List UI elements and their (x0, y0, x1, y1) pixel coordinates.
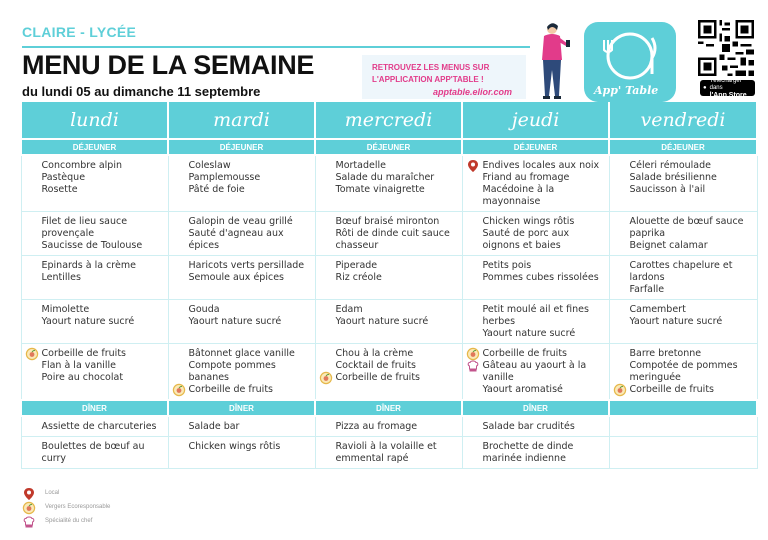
dish (336, 348, 458, 360)
menu-cell (168, 300, 315, 344)
day-header-lundi: lundi (21, 102, 168, 139)
legend-item (22, 490, 59, 496)
dish (483, 421, 605, 433)
menu-cell (315, 256, 462, 300)
dish (189, 360, 311, 384)
dish-name: Pamplemousse (188, 172, 261, 183)
dish-name: Bœuf braisé mironton (335, 216, 440, 227)
day-header-mercredi: mercredi (315, 102, 462, 139)
dish-name: Pâté de foie (188, 184, 245, 195)
dish (630, 284, 753, 296)
dish (336, 360, 458, 372)
dish (189, 384, 311, 396)
dish (630, 260, 753, 284)
dish (189, 441, 311, 453)
menu-cell (168, 256, 315, 300)
dish (630, 316, 753, 328)
dish (189, 421, 311, 433)
dish-name: Chicken wings rôtis (188, 441, 281, 452)
legend-label: Local (45, 490, 60, 496)
dish-name: Coleslaw (188, 160, 231, 171)
dish (630, 360, 753, 384)
dish-name: Chicken wings rôtis (482, 216, 575, 227)
dish (336, 172, 458, 184)
dish (630, 184, 753, 196)
store-badge-big: l'App Store (709, 91, 747, 99)
store-badge-small: Télécharger dans (709, 77, 742, 91)
meal-header-row-diner (21, 400, 757, 416)
menu-cell (315, 437, 462, 469)
dish (483, 160, 605, 172)
dish (42, 272, 164, 284)
menu-cell (21, 155, 168, 212)
dish (336, 272, 458, 284)
legend-item (22, 504, 110, 510)
dish (42, 372, 164, 384)
dish-name: Corbeille de fruits (188, 384, 273, 395)
menu-cell (21, 437, 168, 469)
promo-line-2: L'APPLICATION APP'TABLE ! (372, 75, 484, 84)
chef-icon (22, 515, 36, 529)
diner-course-row (21, 416, 757, 437)
dish-name: Compotée de pommes meringuée (629, 360, 738, 383)
dish (336, 184, 458, 196)
app-promo-banner (362, 55, 526, 99)
dish (336, 372, 458, 384)
dish-name: Endives locales aux noix (482, 160, 600, 171)
dish (630, 304, 753, 316)
dish (336, 216, 458, 228)
dish (336, 160, 458, 172)
dish-name: Yaourt aromatisé (482, 384, 563, 395)
dish-name: Pastèque (41, 172, 86, 183)
dish (42, 160, 164, 172)
legend-item (22, 518, 92, 524)
dish (189, 172, 311, 184)
dejeuner-course-row (21, 155, 757, 212)
school-name: CLAIRE - LYCÉE (22, 24, 137, 40)
menu-cell (315, 300, 462, 344)
day-header-mardi: mardi (168, 102, 315, 139)
dish-name: Petit moulé ail et fines herbes (482, 304, 589, 327)
dish (483, 304, 605, 328)
dish-name: Rosette (41, 184, 78, 195)
vergers-icon (319, 371, 333, 385)
dish-name: Alouette de bœuf sauce paprika (629, 216, 744, 239)
dish-name: Corbeille de fruits (41, 348, 126, 359)
menu-cell (21, 212, 168, 256)
dish (630, 216, 753, 240)
dish (189, 260, 311, 272)
apple-icon: ● (703, 84, 707, 91)
dish-name: Rôti de dinde cuit sauce chasseur (335, 228, 450, 251)
dish-name: Assiette de charcuteries (41, 421, 157, 432)
menu-cell (462, 300, 609, 344)
chef-icon (466, 359, 480, 373)
day-header-vendredi: vendredi (609, 102, 757, 139)
menu-cell (168, 155, 315, 212)
app-name: App' Table (594, 84, 659, 97)
dish-name: Salade bar crudités (482, 421, 575, 432)
dejeuner-course-row (21, 212, 757, 256)
page-title: MENU DE LA SEMAINE (22, 50, 315, 80)
dish-name: Ravioli à la volaille et emmental rapé (335, 441, 437, 464)
dish-name: Yaourt nature sucré (629, 316, 723, 327)
menu-cell (462, 155, 609, 212)
dish-name: Brochette de dinde marinée indienne (482, 441, 574, 464)
dish (483, 260, 605, 272)
dish (483, 272, 605, 284)
menu-cell (462, 344, 609, 401)
menu-cell (462, 416, 609, 437)
dish-name: Barre bretonne (629, 348, 702, 359)
menu-cell (168, 416, 315, 437)
menu-cell (462, 212, 609, 256)
menu-cell (21, 416, 168, 437)
vergers-icon (172, 383, 186, 397)
dish-name: Concombre alpin (41, 160, 122, 171)
dish-name: Yaourt nature sucré (41, 316, 135, 327)
dish-name: Petits pois (482, 260, 532, 271)
dish (42, 240, 164, 252)
dish-name: Galopin de veau grillé (188, 216, 293, 227)
dish (42, 304, 164, 316)
menu-cell (609, 155, 757, 212)
dish-name: Pizza au fromage (335, 421, 418, 432)
dish-name: Salade bar (188, 421, 240, 432)
dish (336, 260, 458, 272)
vergers-icon (22, 501, 36, 515)
dish (42, 184, 164, 196)
legend-label: Spécialité du chef (45, 518, 93, 524)
dish-name: Camembert (629, 304, 686, 315)
dish-name: Corbeille de fruits (629, 384, 714, 395)
diner-label: DÎNER (168, 400, 315, 416)
dish-name: Corbeille de fruits (335, 372, 420, 383)
dish-name: Haricots verts persillade (188, 260, 305, 271)
diner-label: DÎNER (21, 400, 168, 416)
dish (483, 360, 605, 384)
dish (630, 348, 753, 360)
day-header-row (21, 102, 757, 139)
menu-cell (315, 155, 462, 212)
dish (189, 304, 311, 316)
menu-cell (315, 212, 462, 256)
menu-cell (609, 344, 757, 401)
dish (336, 316, 458, 328)
dish-name: Saucisse de Toulouse (41, 240, 143, 251)
dish-name: Compote pommes bananes (188, 360, 276, 383)
dish-name: Salade brésilienne (629, 172, 717, 183)
dejeuner-course-row (21, 300, 757, 344)
dish-name: Corbeille de fruits (482, 348, 567, 359)
menu-cell (609, 437, 757, 469)
vergers-icon (25, 347, 39, 361)
local-icon (22, 487, 36, 501)
menu-cell (21, 256, 168, 300)
dish-name: Gouda (188, 304, 220, 315)
menu-table (20, 102, 758, 469)
dish-name: Poire au chocolat (41, 372, 124, 383)
dejeuner-label: DÉJEUNER (168, 139, 315, 155)
dish (630, 172, 753, 184)
dish-name: Yaourt nature sucré (335, 316, 429, 327)
dejeuner-label: DÉJEUNER (21, 139, 168, 155)
dish-name: Carottes chapelure et lardons (629, 260, 733, 283)
dish-name: Sauté de porc aux oignons et baies (482, 228, 570, 251)
diner-label: DÎNER (315, 400, 462, 416)
dish (189, 184, 311, 196)
dish (189, 160, 311, 172)
dish (42, 421, 164, 433)
dish-name: Salade du maraîcher (335, 172, 435, 183)
dish-name: Friand au fromage (482, 172, 570, 183)
dish (483, 441, 605, 465)
dish-name: Piperade (335, 260, 378, 271)
dish-name: Bâtonnet glace vanille (188, 348, 295, 359)
menu-cell (21, 300, 168, 344)
menu-cell (168, 344, 315, 401)
menu-cell (609, 256, 757, 300)
dish (189, 216, 311, 228)
dish (189, 228, 311, 252)
dish (483, 184, 605, 208)
dejeuner-course-row (21, 344, 757, 401)
dish (189, 316, 311, 328)
dish (483, 348, 605, 360)
dish (42, 172, 164, 184)
menu-cell (462, 256, 609, 300)
dish (483, 328, 605, 340)
dish-name: Yaourt nature sucré (482, 328, 576, 339)
dish-name: Yaourt nature sucré (188, 316, 282, 327)
dish (483, 228, 605, 252)
dejeuner-label: DÉJEUNER (315, 139, 462, 155)
person-with-phone-illustration (530, 20, 580, 102)
dish-name: Beignet calamar (629, 240, 708, 251)
menu-cell (315, 416, 462, 437)
dejeuner-label: DÉJEUNER (609, 139, 757, 155)
dish-name: Gâteau au yaourt à la vanille (482, 360, 587, 383)
dish (630, 160, 753, 172)
dish-name: Mortadelle (335, 160, 386, 171)
dish-name: Semoule aux épices (188, 272, 284, 283)
promo-line-1: RETROUVEZ LES MENUS SUR (372, 63, 490, 72)
dish (483, 384, 605, 396)
dish (630, 384, 753, 396)
menu-cell (168, 212, 315, 256)
dish-name: Riz créole (335, 272, 382, 283)
qr-code[interactable] (698, 20, 754, 76)
menu-cell (21, 344, 168, 401)
dish (630, 240, 753, 252)
dejeuner-label: DÉJEUNER (462, 139, 609, 155)
dish-name: Sauté d'agneau aux épices (188, 228, 284, 251)
dish (42, 316, 164, 328)
dish (336, 441, 458, 465)
dish (189, 272, 311, 284)
dish-name: Céleri rémoulade (629, 160, 711, 171)
dish-name: Farfalle (629, 284, 665, 295)
dish-name: Boulettes de bœuf au curry (41, 441, 145, 464)
dish (42, 260, 164, 272)
menu-cell (315, 344, 462, 401)
dish (336, 304, 458, 316)
dish (42, 441, 164, 465)
dish-name: Filet de lieu sauce provençale (41, 216, 128, 239)
menu-cell (168, 437, 315, 469)
dish-name: Mimolette (41, 304, 90, 315)
dish-name: Tomate vinaigrette (335, 184, 425, 195)
dish (336, 228, 458, 252)
dish (483, 216, 605, 228)
dish (42, 348, 164, 360)
diner-course-row (21, 437, 757, 469)
menu-cell (609, 300, 757, 344)
promo-url[interactable]: apptable.elior.com (432, 87, 512, 97)
dish (42, 360, 164, 372)
day-header-jeudi: jeudi (462, 102, 609, 139)
dejeuner-course-row (21, 256, 757, 300)
dish-name: Flan à la vanille (41, 360, 117, 371)
dish (189, 348, 311, 360)
app-store-badge[interactable] (700, 77, 755, 99)
date-range: du lundi 05 au dimanche 11 septembre (22, 84, 261, 99)
menu-cell (609, 416, 757, 437)
dish-name: Lentilles (41, 272, 81, 283)
local-icon (466, 159, 480, 173)
vergers-icon (613, 383, 627, 397)
header-rule (22, 46, 530, 48)
dish (483, 172, 605, 184)
dish (42, 216, 164, 240)
dish-name: Epinards à la crème (41, 260, 136, 271)
legend-label: Vergers Ecoresponsable (45, 504, 111, 510)
meal-header-row-dejeuner (21, 139, 757, 155)
menu-cell (462, 437, 609, 469)
dish-name: Pommes cubes rissolées (482, 272, 599, 283)
diner-label (609, 400, 757, 416)
dish-name: Macédoine à la mayonnaise (482, 184, 555, 207)
menu-cell (609, 212, 757, 256)
diner-label: DÎNER (462, 400, 609, 416)
dish (336, 421, 458, 433)
dish-name: Edam (335, 304, 363, 315)
dish-name: Saucisson à l'ail (629, 184, 706, 195)
dish-name: Cocktail de fruits (335, 360, 416, 371)
dish-name: Chou à la crème (335, 348, 414, 359)
